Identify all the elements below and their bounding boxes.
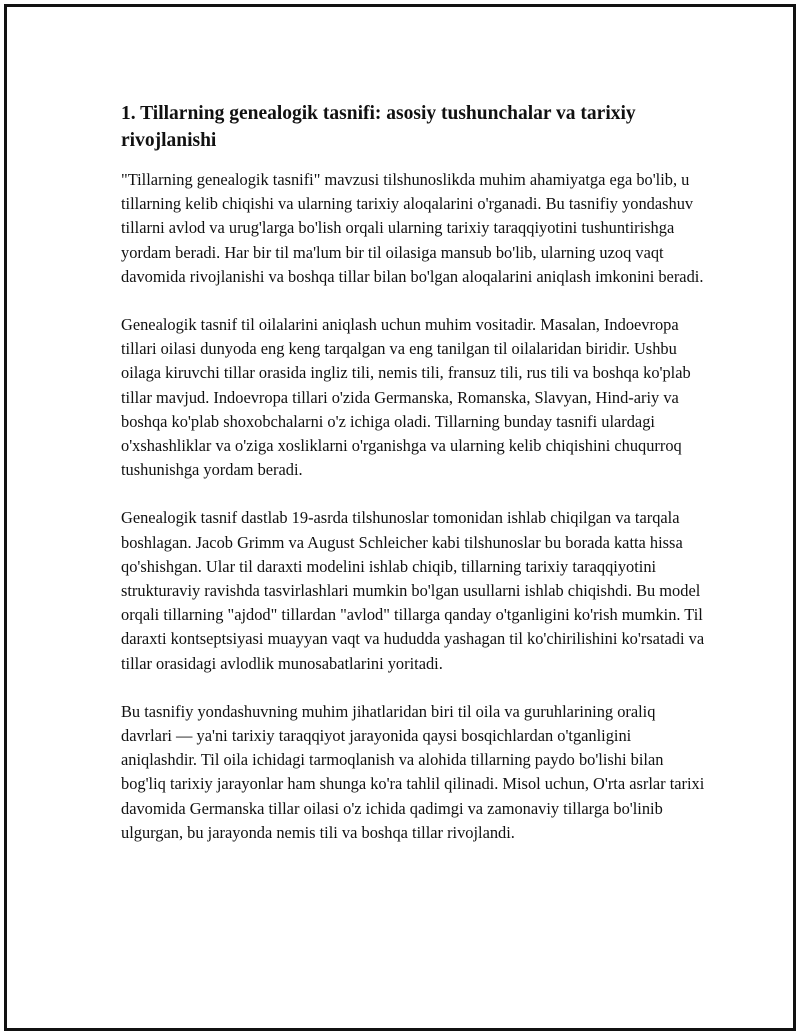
paragraph: Genealogik tasnif dastlab 19-asrda tilshunoslar tomonidan ishlab chiqilgan va tarqala boshlagan. Jacob Grimm va August Schleicher kabi tilshunoslar bu borada katta hissa qo'shishgan. Ular til daraxti modelini ishlab chiqib, tillarning tarixiy taraqqiyotini strukturaviy ravishda tasvirlashlari mumkin bo'lgan usullarni ishlab chiqishdi. Bu model orqali tillarning "ajdod" tillardan "avlod" tillarga qanday o'tganligini ko'rish mumkin. Til daraxti kontseptsiyasi muayyan vaqt va hududda yashagan til ko'chirilishini ko'rsatadi va tillar orasidagi avlodlik munosabatlarini yoritadi. [121, 508, 705, 673]
paragraph: Bu tasnifiy yondashuvning muhim jihatlaridan biri til oila va guruhlarining oraliq davrlari — ya'ni tarixiy taraqqiyot jarayonida qaysi bosqichlardan o'tganligini aniqlashdir. Til oila ichidagi tarmoqlanish va alohida tillarning paydo bo'lishi bilan bog'liq tarixiy jarayonlar ham shunga ko'ra tahlil qilinadi. Misol uchun, O'rta asrlar tarixi davomida Germanska tillar oilasi o'z ichida qadimgi va zamonaviy tillarga bo'linib ulgurgan, bu jarayonda nemis tili va boshqa tillar rivojlandi. [121, 701, 705, 842]
document-body [121, 100, 705, 869]
paragraph: "Tillarning genealogik tasnifi" mavzusi tilshunoslikda muhim ahamiyatga ega bo'lib, u tillarning kelib chiqishi va ularning tarixiy aloqalarini o'rganadi. Bu tasnifiy yondashuv tillarni avlod va urug'larga bo'lish orqali ularning tarixiy taraqqiyotini tushuntirishga yordam beradi. Har bir til ma'lum bir til oilasiga mansub bo'lib, ularning uzoq vaqt davomida rivojlanishi va boshqa tillar bilan bo'lgan aloqalarini aniqlash imkonini beradi. [121, 170, 704, 286]
section-title: 1. Tillarning genealogik tasnifi: asosiy tushunchalar va tarixiy rivojlanishi [121, 103, 636, 151]
document-page [4, 4, 796, 1031]
paragraph: Genealogik tasnif til oilalarini aniqlash uchun muhim vositadir. Masalan, Indoevropa tillari oilasi dunyoda eng keng tarqalgan va eng tanilgan til oilalaridan biridir. Ushbu oilaga kiruvchi tillar orasida ingliz tili, nemis tili, fransuz tili, rus tili va boshqa ko'plab tillar mavjud. Indoevropa tillari o'zida Germanska, Romanska, Slavyan, Hind-ariy va boshqa ko'plab shoxobchalarni o'z ichiga oladi. Tillarning bunday tasnifi ulardagi o'xshashliklar va o'ziga xosliklarni o'rganishga va ularning kelib chiqishini chuqurroq tushunishga yordam beradi. [121, 315, 691, 480]
